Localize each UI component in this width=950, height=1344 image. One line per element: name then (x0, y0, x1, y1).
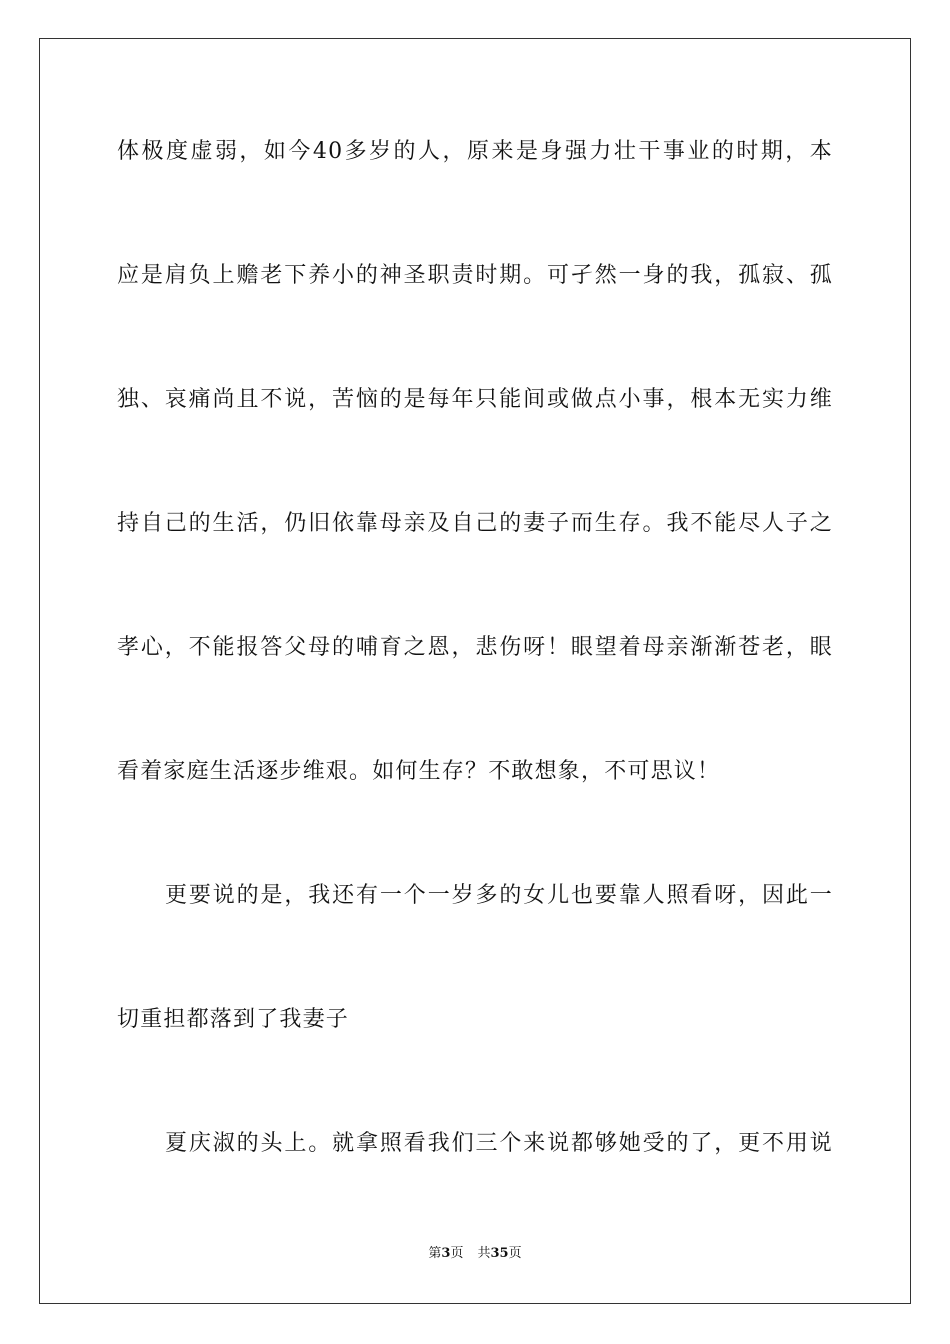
text-line-9: 夏庆淑的头上。就拿照看我们三个来说都够她受的了，更不用说 (165, 1131, 833, 1156)
text-line-5: 孝心，不能报答父母的哺育之恩，悲伤呀！眼望着母亲渐渐苍老，眼 (117, 635, 833, 660)
text-line-4: 持自己的生活，仍旧依靠母亲及自己的妻子而生存。我不能尽人子之 (117, 511, 833, 536)
footer-total-pages: 35 (490, 1246, 509, 1261)
text-line-3: 独、哀痛尚且不说，苦恼的是每年只能间或做点小事，根本无实力维 (117, 387, 833, 412)
footer-page-number: 3 (441, 1246, 451, 1261)
text-line-8: 切重担都落到了我妻子 (117, 1007, 350, 1032)
page-border (39, 38, 911, 1304)
page-footer (0, 1245, 950, 1263)
text-line-2: 应是肩负上赡老下养小的神圣职责时期。可孑然一身的我，孤寂、孤 (117, 263, 833, 288)
footer-page-prefix: 第 (428, 1246, 442, 1261)
footer-page-suffix: 页 (450, 1246, 464, 1261)
text-line-6: 看着家庭生活逐步维艰。如何生存？不敢想象，不可思议！ (117, 759, 721, 784)
footer-total-suffix: 页 (508, 1246, 522, 1261)
text-line-1: 体极度虚弱，如今40多岁的人，原来是身强力壮干事业的时期，本 (117, 139, 833, 164)
text-line-7: 更要说的是，我还有一个一岁多的女儿也要靠人照看呀，因此一 (165, 883, 833, 908)
footer-total-prefix: 共 (477, 1246, 491, 1261)
